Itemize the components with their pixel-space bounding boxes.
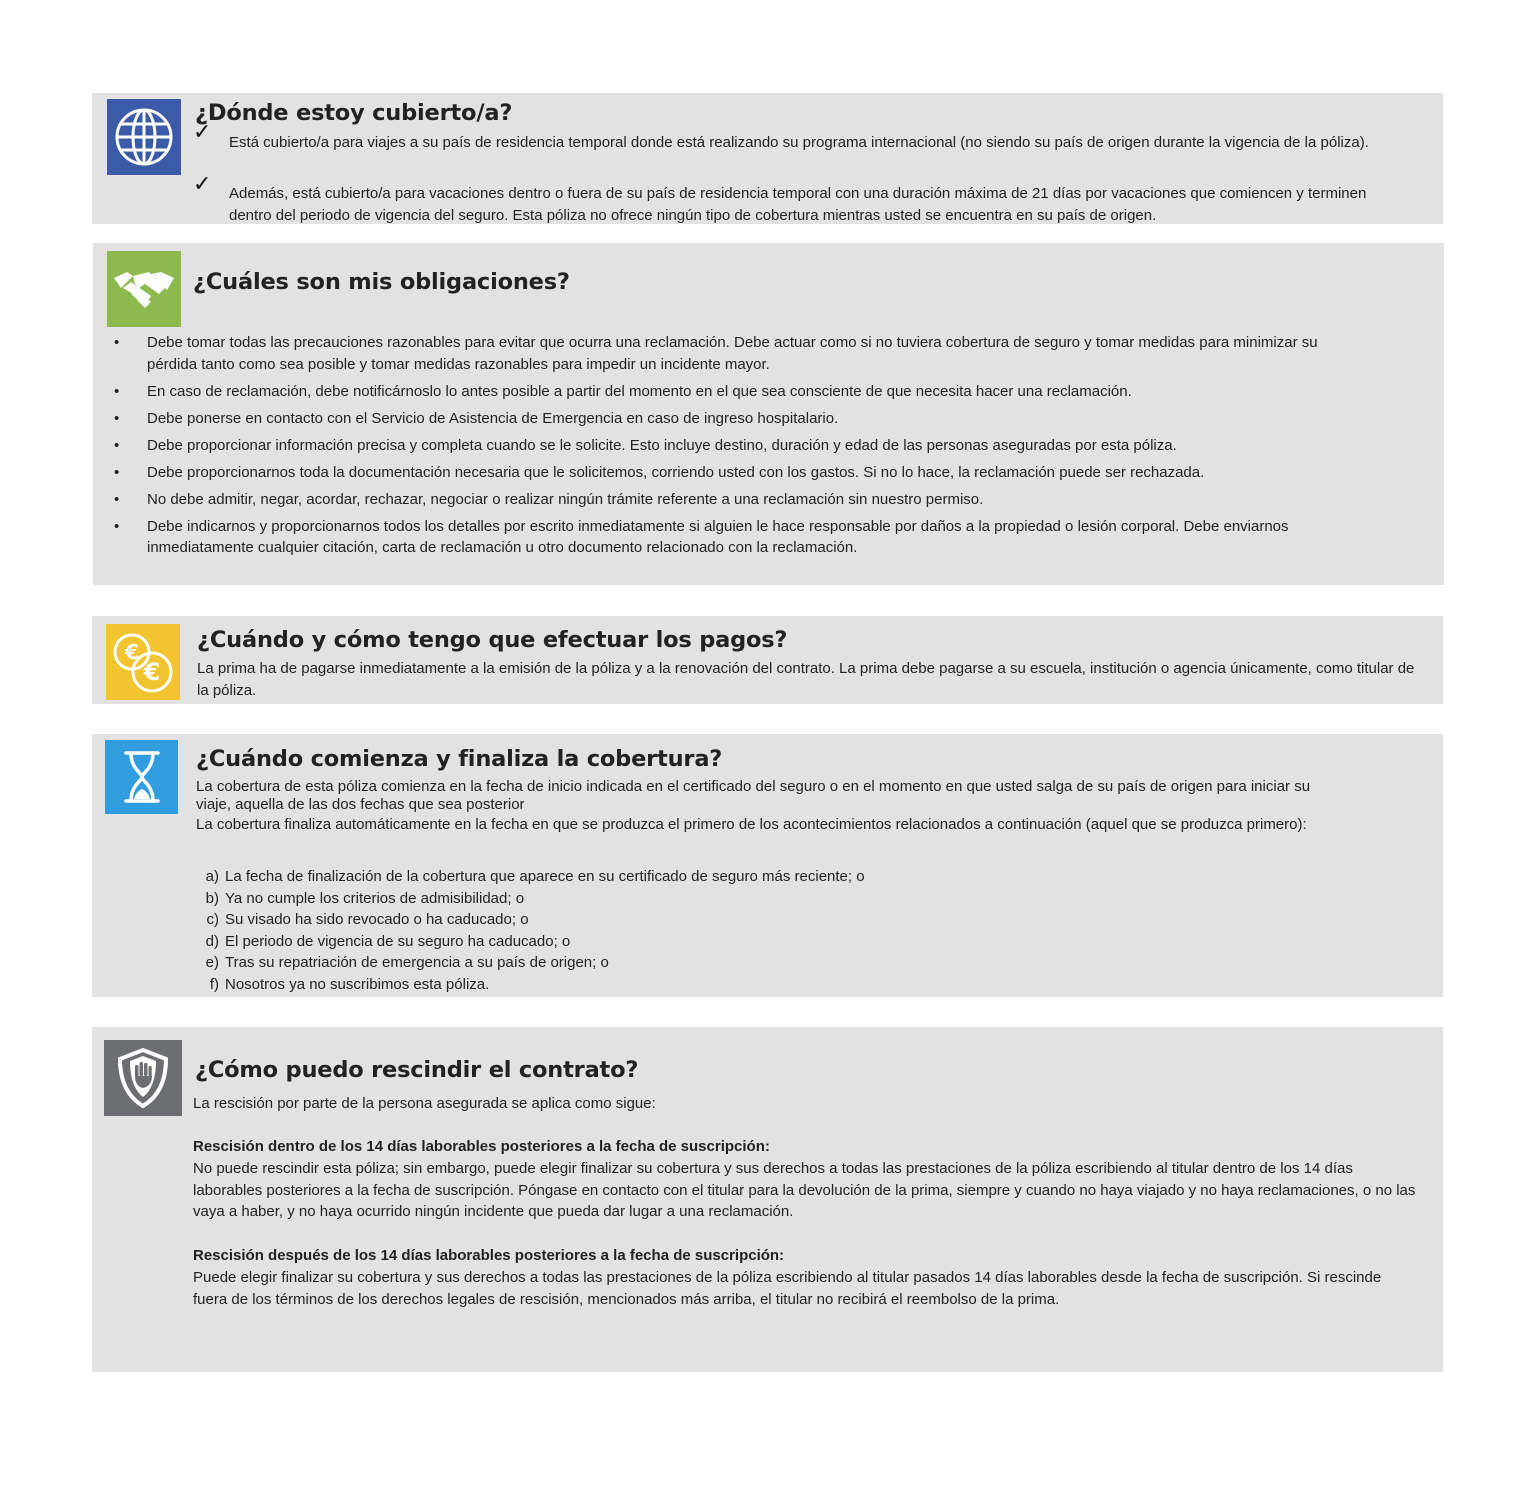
svg-text:€: € [143,658,161,686]
list-item [193,931,865,953]
list-item-text: Debe proporcionarnos toda la documentación necesaria que le solicitemos, corriendo usted con los gastos. Si no lo hace, la reclamación puede ser rechazada. [147,463,1205,481]
list-marker: c) [206,911,219,928]
cancel-after-text: Puede elegir finalizar su cobertura y sus derechos a todas las prestaciones de la póliza escribiendo al titular pasados 14 días laborables desde la fecha de suscripción. Si rescinde fuera de los términos de los derechos legales de rescisión, mencionados más arriba, el titular no recibirá el reembolso de la prima. [193,1269,1382,1308]
list-item [109,332,1359,375]
list-item [193,888,865,910]
list-item [109,462,1359,484]
list-item-text: En caso de reclamación, debe notificárnoslo lo antes posible a partir del momento en el que sea consciente de que necesita hacer una reclamación. [147,382,1132,400]
coverage-item-1: Está cubierto/a para viajes a su país de residencia temporal donde está realizando su programa internacional (no siendo su país de origen durante la vigencia de la póliza). [229,134,1369,151]
cancel-title: ¿Cómo puedo rescindir el contrato? [195,1057,639,1083]
list-item [193,974,865,996]
obligations-list [109,332,1359,564]
period-start-line-1: La cobertura de esta póliza comienza en la fecha de inicio indicada en el certificado del seguro o en el momento en que usted salga de su país de origen para iniciar su [196,778,1311,795]
period-end-text: La cobertura finaliza automáticamente en la fecha en que se produzca el primero de los acontecimientos relacionados a continuación (aquel que se produzca primero): [196,816,1307,833]
bullet-icon: • [114,382,120,400]
list-item-text: Debe indicarnos y proporcionarnos todos los detalles por escrito inmediatamente si alguien le hace responsable por daños a la propiedad o lesión corporal. Debe enviarnos inmediatamente cualquier citación, carta de reclamación u otro documento relacionado con la reclamación. [147,517,1289,556]
bullet-icon: • [114,409,120,427]
cancel-after-heading: Rescisión después de los 14 días laborables posteriores a la fecha de suscripción: [193,1247,785,1264]
hourglass-icon [105,740,178,814]
list-marker: d) [205,932,219,950]
bullet-icon: • [114,517,120,535]
list-item-text: La fecha de finalización de la cobertura que aparece en su certificado de seguro más reciente; o [225,868,865,885]
bullet-icon: • [114,436,120,454]
list-item-text: Debe ponerse en contacto con el Servicio de Asistencia de Emergencia en caso de ingreso hospitalario. [147,409,839,427]
svg-text:€: € [125,640,139,664]
list-item [109,381,1359,403]
shield-hand-icon [104,1040,182,1116]
coverage-title: ¿Dónde estoy cubierto/a? [195,100,513,126]
check-mark-icon: ✓ [193,120,212,145]
period-start-line-2: viaje, aquella de las dos fechas que sea posterior [196,796,525,813]
obligations-title: ¿Cuáles son mis obligaciones? [193,269,570,295]
period-title: ¿Cuándo comienza y finaliza la cobertura? [196,746,723,772]
list-marker: e) [205,954,219,971]
period-end-list [193,866,865,995]
list-item-text: Su visado ha sido revocado o ha caducado; o [225,911,529,928]
cancel-within-text: No puede rescindir esta póliza; sin embargo, puede elegir finalizar su cobertura y sus derechos a todas las prestaciones de la póliza escribiendo al titular dentro de los 14 días laborables posteriores a la fecha de suscripción. Póngase en contacto con el titular para la devolución de la prima, siempre y cuando no haya viajado y no haya reclamaciones, o no las vaya a haber, y no haya ocurrido ningún incidente que pueda dar lugar a una reclamación. [193,1160,1416,1220]
coverage-item-2: Además, está cubierto/a para vacaciones dentro o fuera de su país de residencia temporal con una duración máxima de 21 días por vacaciones que comiencen y terminen dentro del periodo de vigencia del seguro. Esta póliza no ofrece ningún tipo de cobertura mientras usted se encuentra en su país de origen. [229,185,1367,224]
payments-title: ¿Cuándo y cómo tengo que efectuar los pagos? [197,627,788,653]
check-mark-icon: ✓ [193,172,212,197]
list-marker: f) [209,975,219,993]
list-item [109,516,1359,559]
list-item [109,408,1359,430]
list-item-text: Ya no cumple los criterios de admisibilidad; o [225,889,525,907]
globe-icon [107,99,181,175]
list-marker: a) [205,868,219,885]
cancel-intro: La rescisión por parte de la persona asegurada se aplica como sigue: [193,1095,656,1112]
list-item-text: El periodo de vigencia de su seguro ha caducado; o [225,932,571,950]
list-item-text: Nosotros ya no suscribimos esta póliza. [225,975,490,993]
handshake-icon [107,251,181,327]
cancel-within-heading: Rescisión dentro de los 14 días laborables posteriores a la fecha de suscripción: [193,1138,770,1155]
list-item [109,435,1359,457]
list-item-text: Debe proporcionar información precisa y completa cuando se le solicite. Esto incluye destino, duración y edad de las personas aseguradas por esta póliza. [147,436,1177,454]
euro-coins-icon [106,624,180,700]
bullet-icon: • [114,463,120,481]
list-item [193,952,865,974]
bullet-icon: • [114,490,120,508]
list-item [193,866,865,888]
list-item-text: Debe tomar todas las precauciones razonables para evitar que ocurra una reclamación. Debe actuar como si no tuviera cobertura de seguro y tomar medidas para minimizar su pérdida tanto como sea posible y tomar medidas razonables para impedir un incidente mayor. [147,334,1318,373]
list-item-text: No debe admitir, negar, acordar, rechazar, negociar o realizar ningún trámite referente a una reclamación sin nuestro permiso. [147,490,984,508]
bullet-icon: • [114,334,120,351]
list-item [193,909,865,931]
list-marker: b) [205,889,219,907]
list-item-text: Tras su repatriación de emergencia a su país de origen; o [225,954,609,971]
list-item [109,489,1359,511]
payments-text: La prima ha de pagarse inmediatamente a la emisión de la póliza y a la renovación del contrato. La prima debe pagarse a su escuela, institución o agencia únicamente, como titular de la póliza. [197,660,1415,699]
